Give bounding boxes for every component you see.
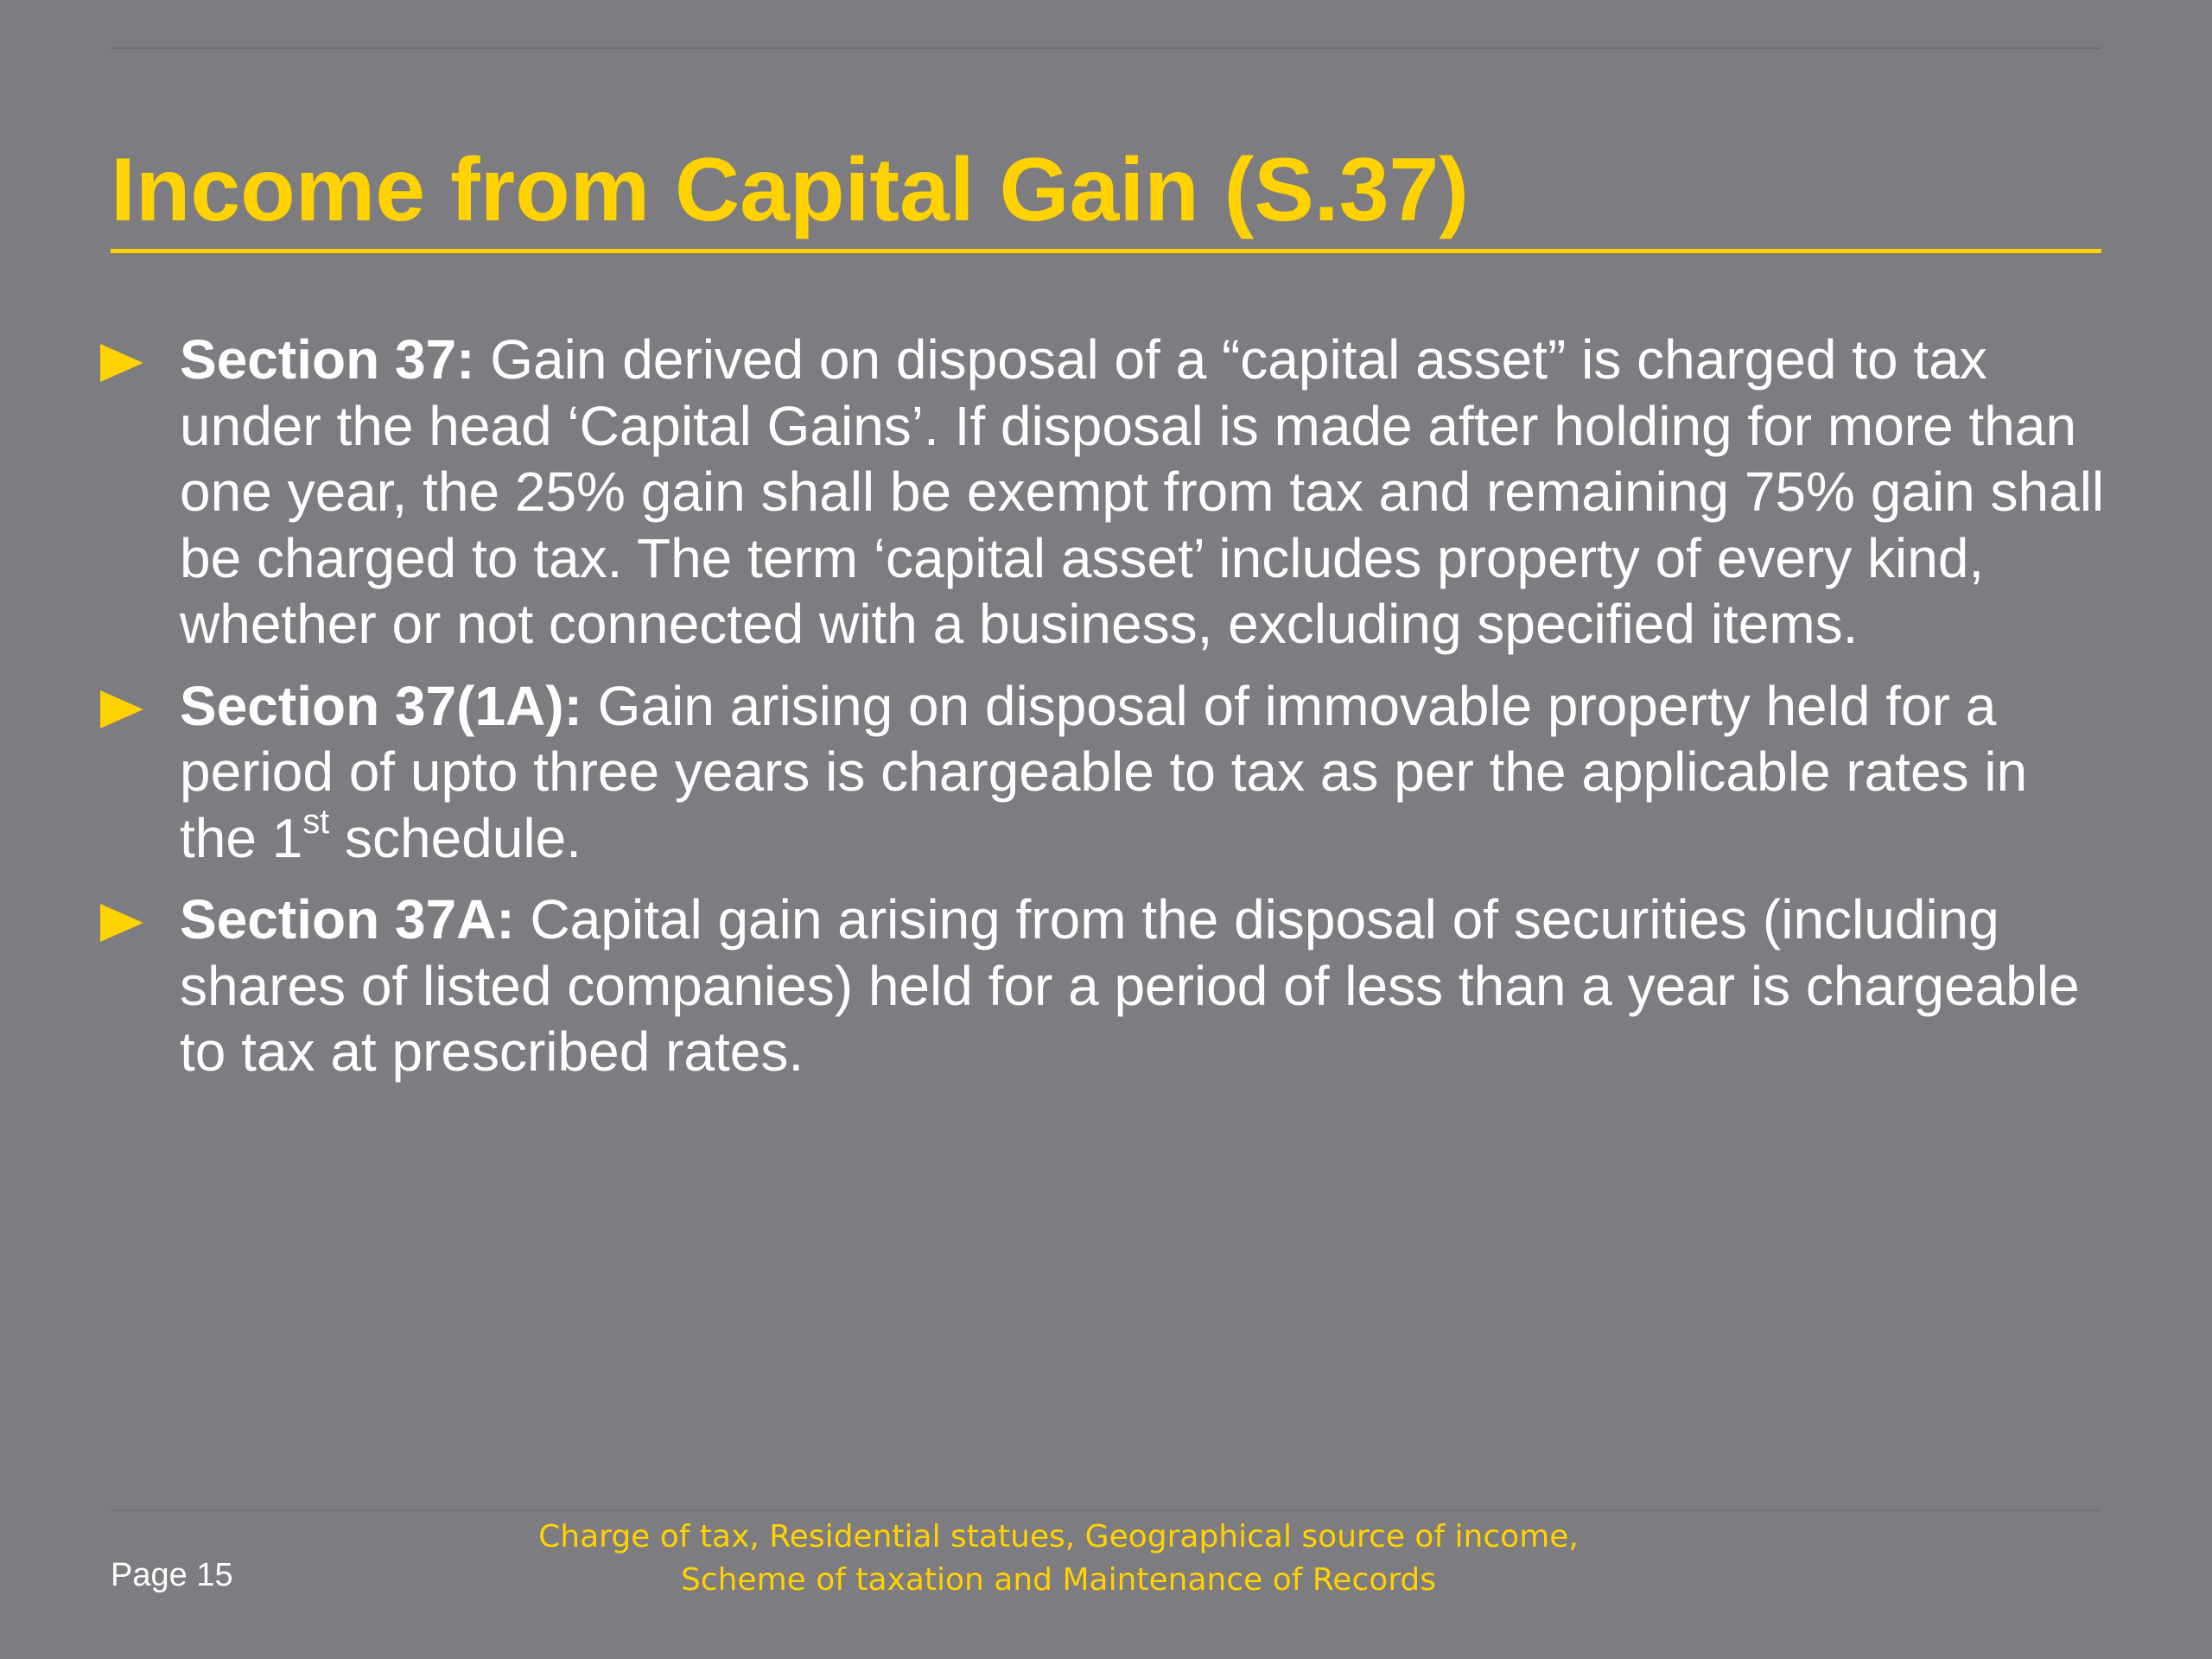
footer-line-1: Charge of tax, Residential statues, Geographical source of income, [538,1519,1579,1554]
slide-title: Income from Capital Gain (S.37) [111,140,1469,240]
bullet-label: Section 37: [180,328,475,391]
bullet-label: Section 37(1A): [180,674,582,737]
top-divider [111,48,2101,49]
bullet-text-after: schedule. [329,806,582,869]
bullet-section-37 [93,327,2107,658]
bullet-text: Capital gain arising from the disposal of securities (including shares of listed companies) held for a period of less than a year is chargeable to tax at prescribed rates. [180,888,2080,1083]
bullet-text: Gain derived on disposal of a “capital asset” is charged to tax under the head ‘Capital Gains’. If disposal is made after holding for more than one year, the 25% gain shall be exempt from tax and remaining 75% gain shall be charged to tax. The term ‘capital asset’ includes property of every kind, whether or not connected with a business, excluding specified items. [180,328,2105,655]
title-underline [111,249,2101,253]
footer-caption [484,1516,1633,1602]
footer-line-2: Scheme of taxation and Maintenance of Records [680,1562,1437,1598]
triangle-bullet-icon [100,690,143,728]
triangle-bullet-icon [100,904,143,942]
bullet-label: Section 37A: [180,888,515,950]
page-number: Page 15 [111,1557,233,1593]
bullet-section-37a [93,887,2107,1085]
bullet-list [93,327,2107,1101]
triangle-bullet-icon [100,344,143,382]
bullet-text: Gain arising on disposal of immovable property held for a period of upto three years is chargeable to tax as per the applicable rates in the 1 [180,674,2028,869]
bottom-divider [111,1510,2101,1511]
bullet-section-37-1a [93,673,2107,872]
superscript-text: st [302,802,330,841]
